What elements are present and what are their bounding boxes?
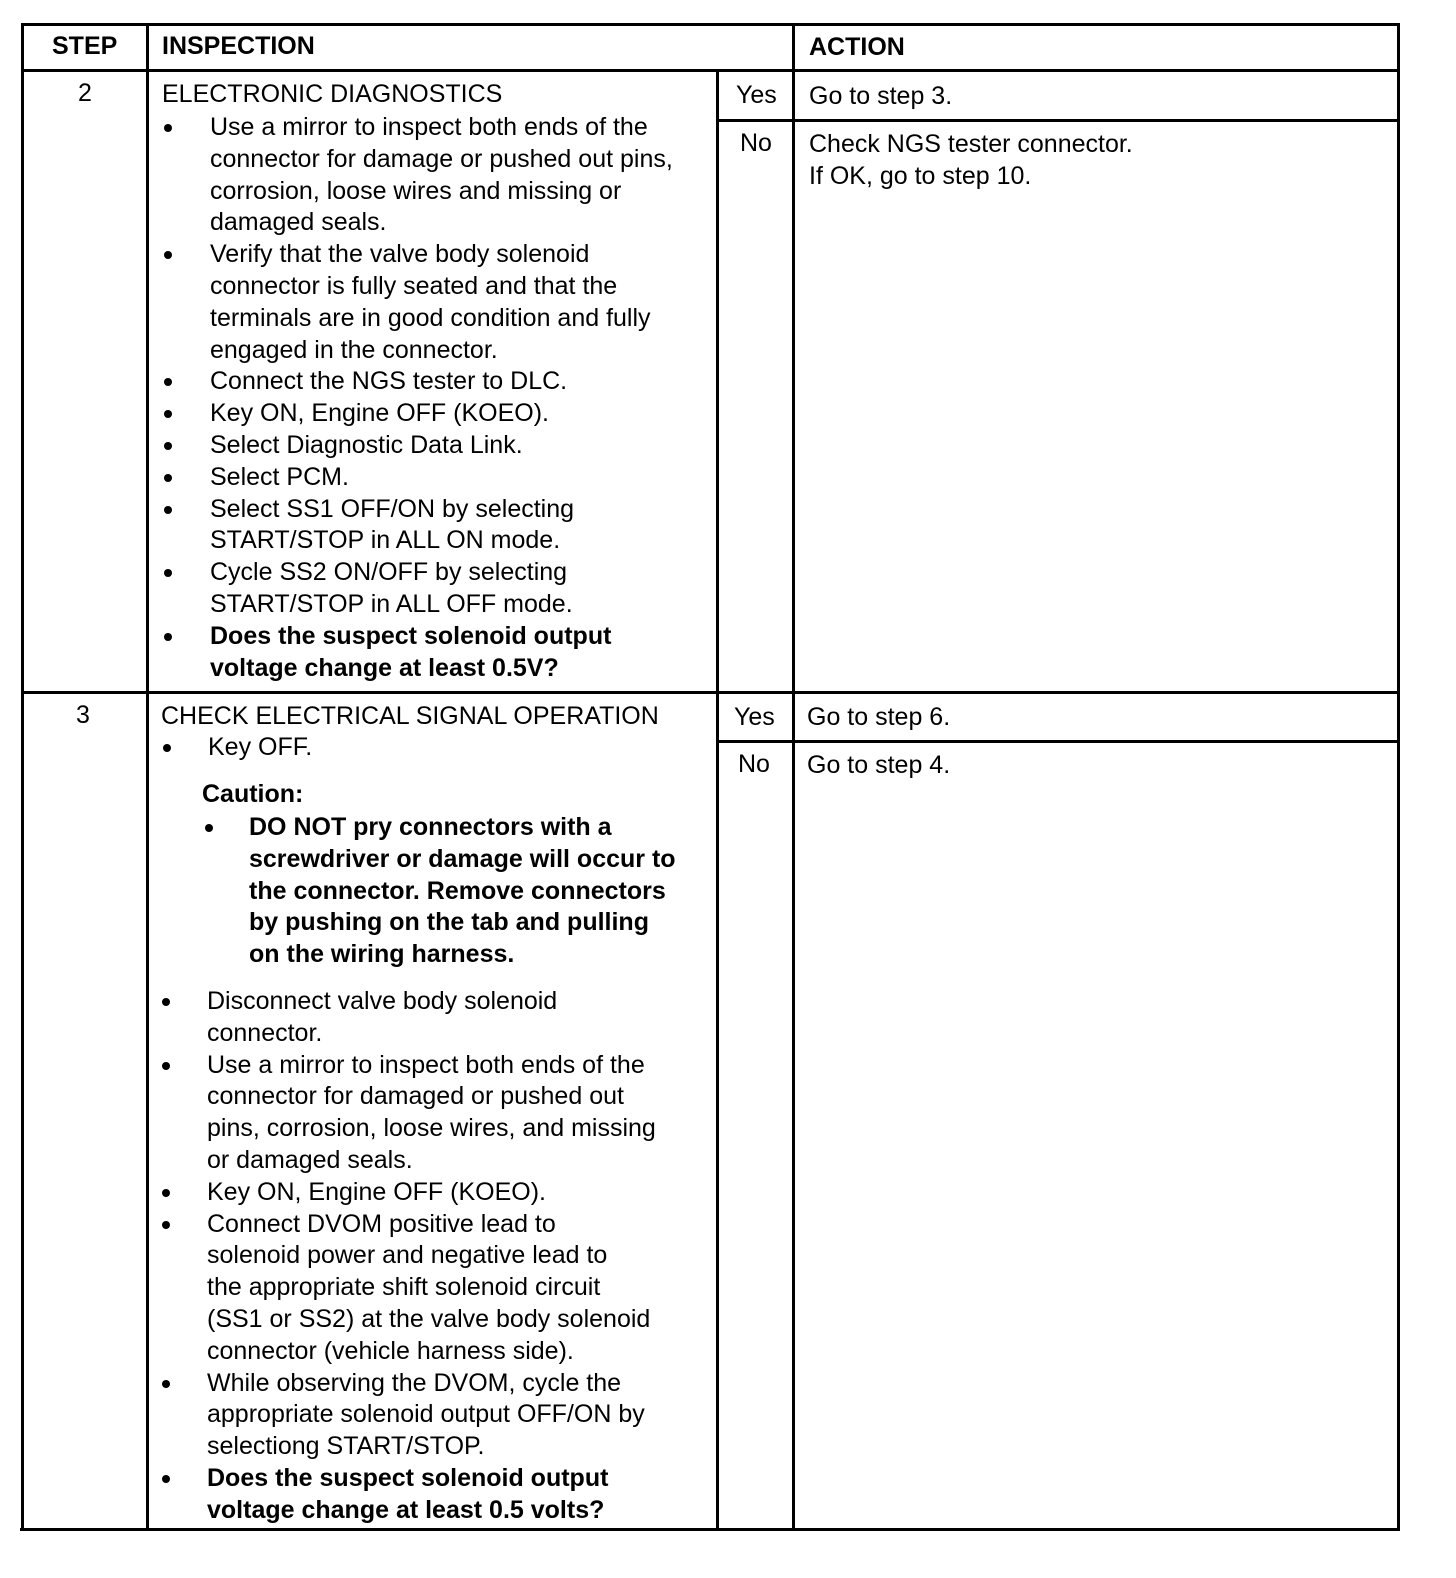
table-border-left [21,23,24,1531]
no-action-line: Check NGS tester connector. [809,130,1133,158]
bullet-text-line: Key OFF. [208,733,313,761]
no-action-line: If OK, go to step 10. [809,162,1032,190]
bullet-text-line: Select Diagnostic Data Link. [210,431,523,459]
caution-label: Caution: [202,780,304,808]
bullet-icon [162,1221,170,1229]
yes-action: Go to step 6. [807,703,951,731]
table-border-bottom [20,1528,1400,1531]
bullet-text-line: connector for damaged or pushed out [207,1082,624,1111]
bullet-text-line: Does the suspect solenoid output [207,1464,609,1492]
step-column-divider [146,23,149,1531]
yes-label: Yes [736,81,777,109]
bullet-icon [162,1189,170,1197]
bullet-text-line: While observing the DVOM, cycle the [207,1368,622,1397]
bullet-text-line: solenoid power and negative lead to [207,1241,608,1270]
step-number: 3 [76,701,90,729]
bullet-text-line: START/STOP in ALL ON mode. [210,526,561,555]
caution-text-line: screwdriver or damage will occur to [249,844,676,873]
no-label: No [740,129,772,157]
yes-action: Go to step 3. [809,82,953,110]
bullet-text-line: or damaged seals. [207,1146,413,1174]
no-label: No [738,750,770,778]
bullet-icon [163,744,171,752]
bullet-text-line: pins, corrosion, loose wires, and missing [207,1114,656,1143]
bullet-icon [164,506,172,514]
bullet-icon [162,1380,170,1388]
caution-text-line: on the wiring harness. [249,940,515,969]
bullet-text-line: the appropriate shift solenoid circuit [207,1273,601,1302]
bullet-icon [164,378,172,386]
bullet-text-line: Key ON, Engine OFF (KOEO). [207,1177,546,1206]
table-border-top [22,23,1399,26]
bullet-text-line: Use a mirror to inspect both ends of the [207,1050,645,1079]
bullet-text-line: Use a mirror to inspect both ends of the [210,113,648,141]
step-number: 2 [78,79,92,107]
bullet-text-line: corrosion, loose wires and missing or [210,176,622,205]
bullet-icon [164,442,172,450]
bullet-icon [162,1475,170,1483]
bullet-icon [162,998,170,1006]
row3-yes-no-divider [716,740,1399,743]
bullet-text-line: appropriate solenoid output OFF/ON by [207,1400,645,1429]
bullet-text-line: voltage change at least 0.5 volts? [207,1495,605,1524]
bullet-text-line: Connect the NGS tester to DLC. [210,367,568,396]
bullet-icon [164,251,172,259]
table-border-right [1397,23,1400,1531]
bullet-text-line: Does the suspect solenoid output [210,621,612,650]
bullet-icon [162,1062,170,1070]
bullet-text-line: Connect DVOM positive lead to [207,1209,556,1238]
bullet-icon [164,124,172,132]
bullet-text-line: connector. [207,1018,323,1047]
bullet-text-line: Verify that the valve body solenoid [210,240,590,269]
bullet-text-line: Select SS1 OFF/ON by selecting [210,494,575,523]
bullet-text-line: engaged in the connector. [210,335,498,364]
header-inspection: INSPECTION [162,32,315,60]
header-divider [22,69,1399,72]
row2-yes-no-divider [716,119,1399,122]
bullet-text-line: (SS1 or SS2) at the valve body solenoid [207,1305,651,1333]
bullet-text-line: connector (vehicle harness side). [207,1336,574,1365]
bullet-text-line: selectiong START/STOP. [207,1432,485,1461]
bullet-icon [164,474,172,482]
inspection-title: ELECTRONIC DIAGNOSTICS [162,80,503,108]
caution-text-line: the connector. Remove connectors [249,876,666,905]
bullet-text-line: damaged seals. [210,208,387,237]
bullet-text-line: Cycle SS2 ON/OFF by selecting [210,558,568,587]
bullet-text-line: terminals are in good condition and fully [210,303,651,332]
bullet-text-line: connector is fully seated and that the [210,272,618,300]
header-action: ACTION [809,33,905,61]
bullet-text-line: connector for damage or pushed out pins, [210,144,673,173]
inspection-title: CHECK ELECTRICAL SIGNAL OPERATION [161,702,659,730]
bullet-text-line: Key ON, Engine OFF (KOEO). [210,399,549,428]
caution-text-line: by pushing on the tab and pulling [249,908,649,937]
header-step: STEP [52,32,118,60]
caution-text-line: DO NOT pry connectors with a [249,813,612,841]
action-column-divider [792,23,795,1531]
bullet-icon [164,410,172,418]
bullet-icon [164,633,172,641]
bullet-text-line: voltage change at least 0.5V? [210,653,559,682]
yes-label: Yes [734,703,775,731]
bullet-text-line: Select PCM. [210,462,349,491]
bullet-icon [164,569,172,577]
bullet-text-line: Disconnect valve body solenoid [207,987,558,1015]
row-divider [22,691,1399,694]
no-action-line: Go to step 4. [807,751,951,779]
yesno-column-divider [716,71,719,1531]
bullet-text-line: START/STOP in ALL OFF mode. [210,590,573,618]
bullet-icon [205,824,213,832]
